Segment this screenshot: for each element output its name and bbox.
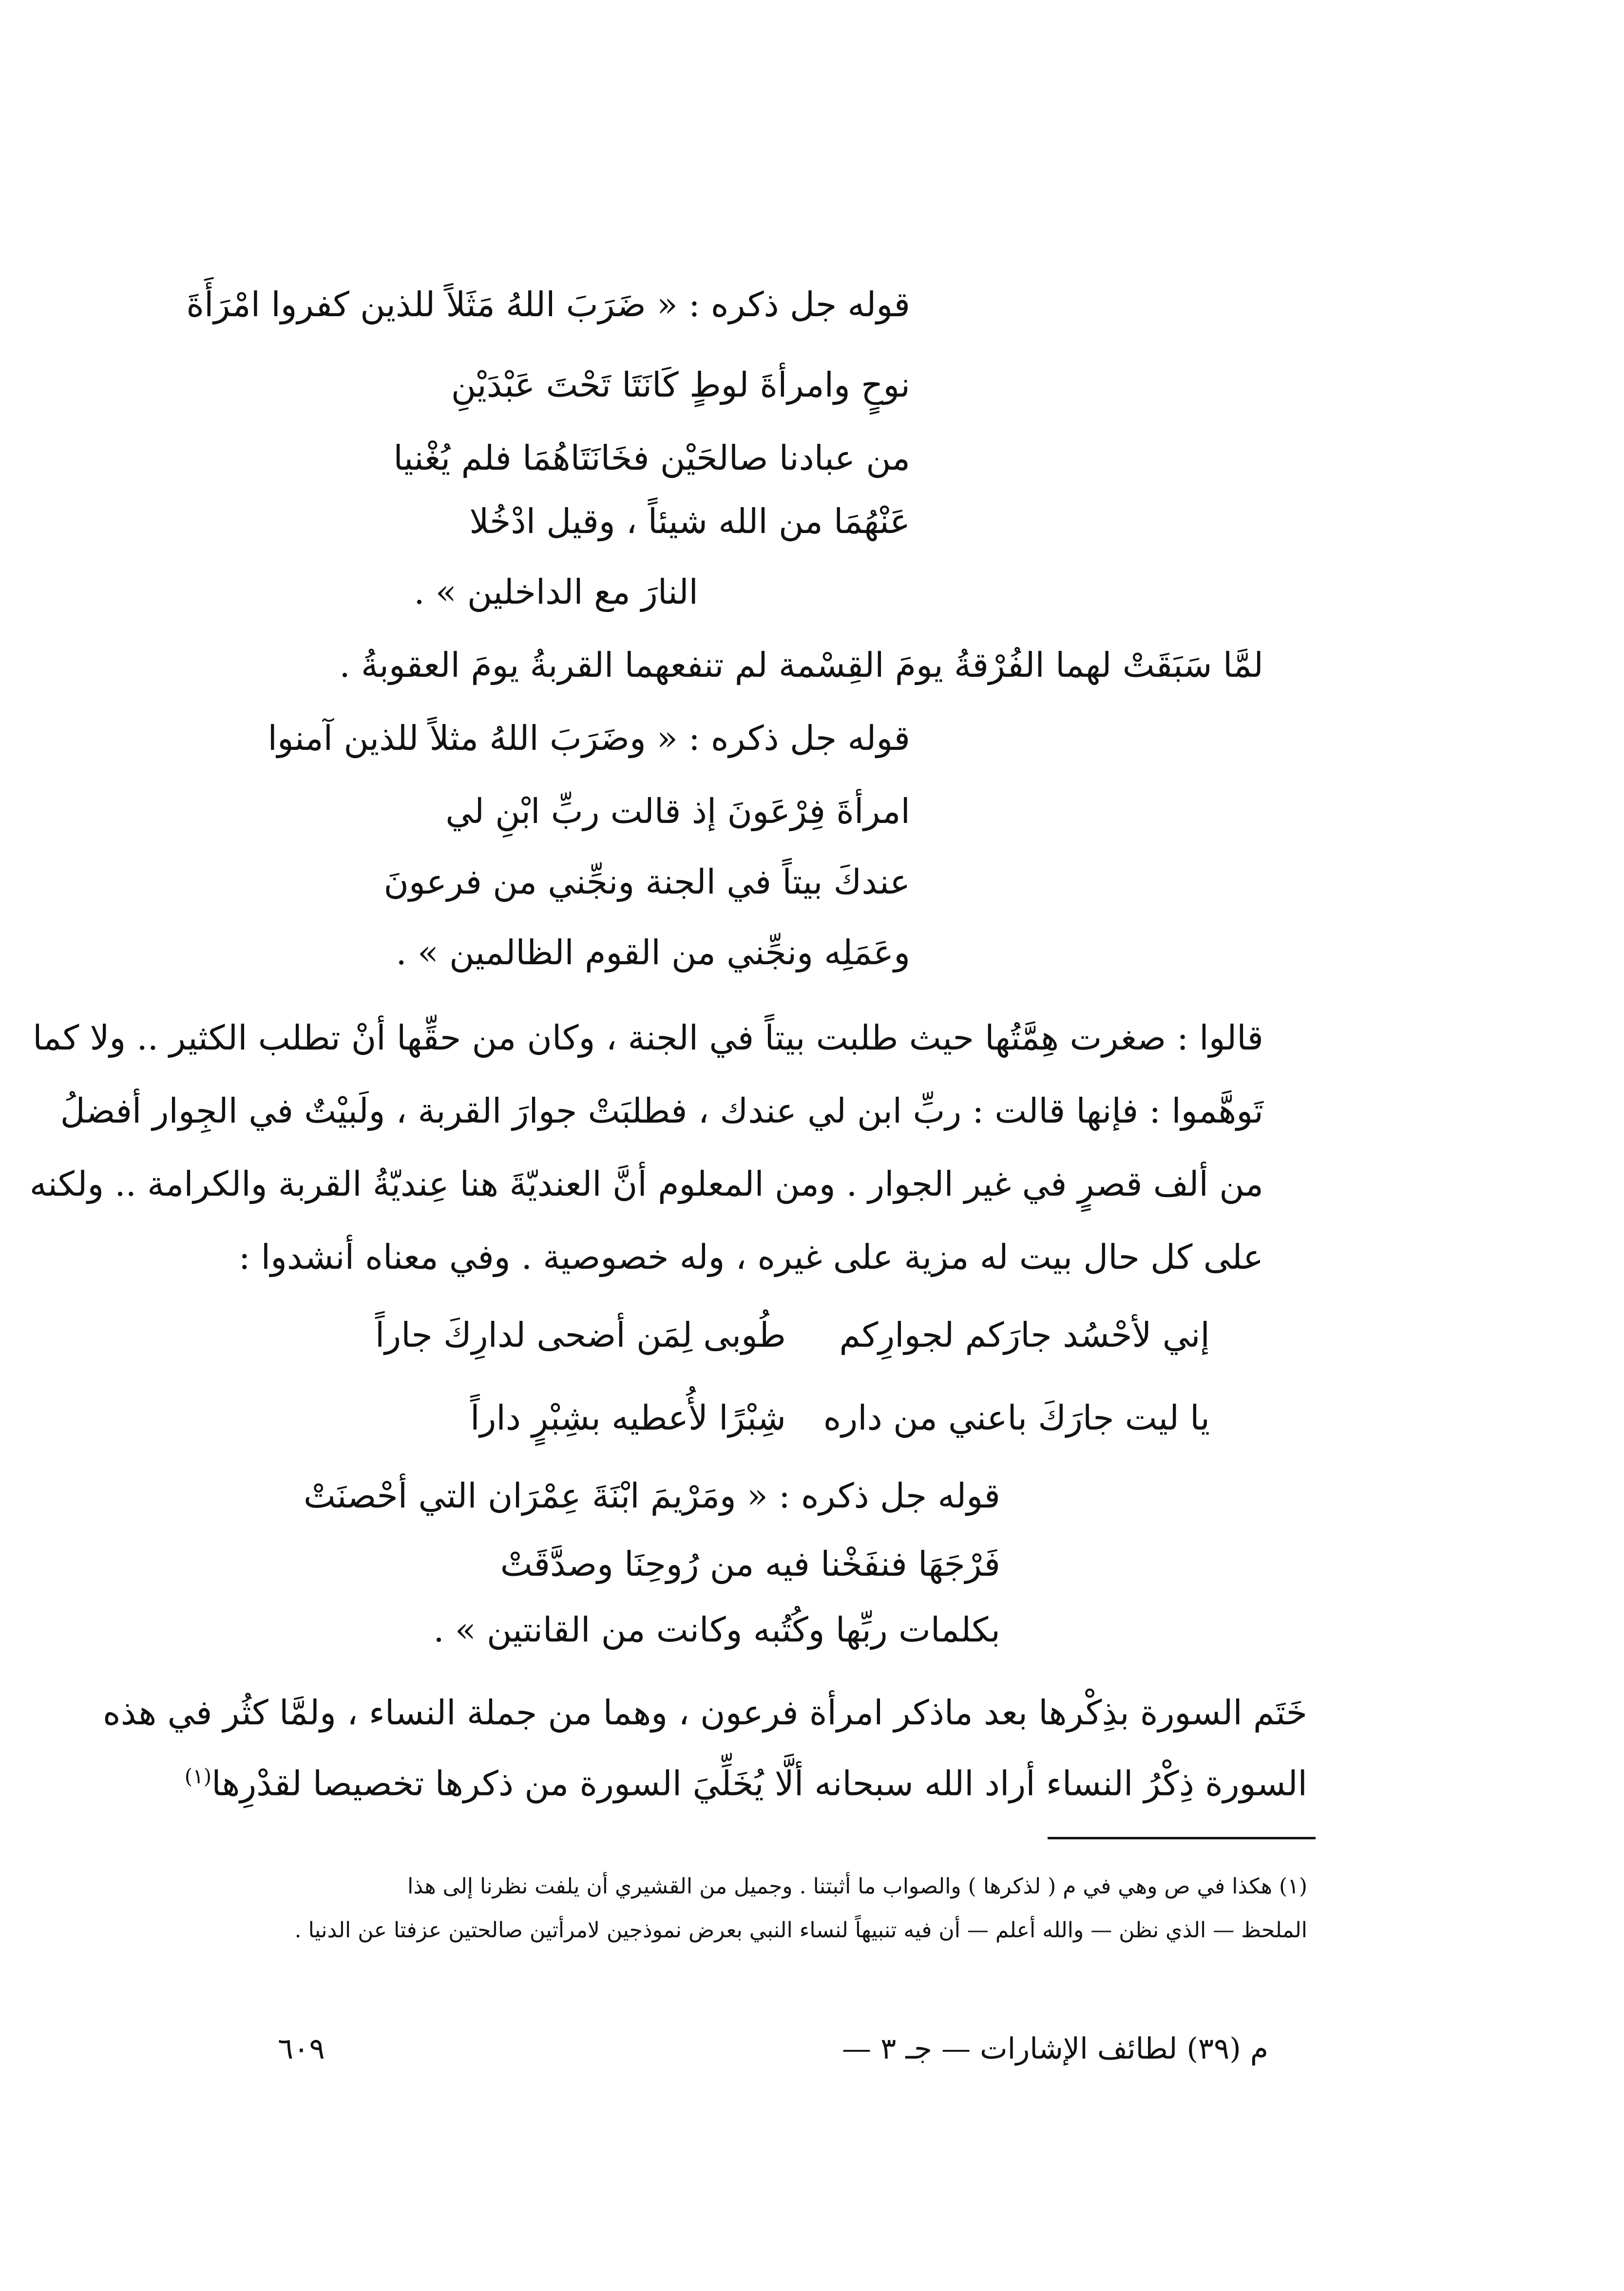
verse-line: قوله جل ذكره : « وضَرَبَ اللهُ مثلاً للذين آمنوا — [267, 718, 910, 758]
paragraph-line: من ألف قصرٍ في غير الجوار . ومن المعلوم أنَّ العنديّةَ هنا عِنديّةُ القربة والكرامة .. ولكنه — [29, 1164, 1263, 1204]
paragraph-line: على كل حال بيت له مزية على غيره ، وله خصوصية . وفي معناه أنشدوا : — [238, 1237, 1263, 1277]
paragraph-text: السورة ذِكْرُ النساء أراد الله سبحانه ألَّا يُخَلِّيَ السورة من ذكرها تخصيصا لقدْرِها — [211, 1763, 1307, 1804]
paragraph-line: تَوهَّموا : فإنها قالت : ربِّ ابن لي عندك ، فطلبَتْ جوارَ القربة ، ولَبيْتٌ في الجِوار أفضلُ — [60, 1091, 1263, 1131]
paragraph-line: قالوا : صغرت هِمَّتُها حيث طلبت بيتاً في الجنة ، وكان من حقِّها أنْ تطلب الكثير .. ولا كما — [33, 1018, 1263, 1058]
verse-line: وعَمَلِه ونجِّني من القوم الظالمين » . — [396, 933, 910, 973]
verse-line: من عبادنا صالحَيْن فخَانَتَاهُمَا فلم يُغْنيا — [393, 438, 910, 478]
poem-hemistich-second: شِبْرًا لأُعطيه بشِبْرٍ داراً — [470, 1398, 786, 1438]
commentary-line: لمَّا سَبَقَتْ لهما الفُرْقةُ يومَ القِسْمة لم تنفعهما القربةُ يومَ العقوبةُ . — [339, 645, 1263, 685]
verse-line: فَرْجَهَا فنفَخْنا فيه من رُوحِنَا وصدَّقَتْ — [500, 1544, 1000, 1584]
poem-hemistich-second: طُوبى لِمَن أضحى لدارِكَ جاراً — [375, 1315, 786, 1355]
footnote-separator — [1048, 1837, 1316, 1839]
footnote-line: الملحظ — الذي نظن — والله أعلم — أن فيه تنبيهاً لنساء النبي بعرض نموذجين لامرأتين صالحتين عزفتا عن الدنيا . — [294, 1918, 1307, 1943]
paragraph-line: خَتَم السورة بذِكْرها بعد ماذكر امرأة فرعون ، وهما من جملة النساء ، ولمَّا كثُر في هذه — [103, 1693, 1307, 1733]
poem-hemistich-first: يا ليت جارَكَ باعني من داره — [823, 1398, 1210, 1438]
footnote-line: (١) هكذا في ص وهي في م ( لذكرها ) والصواب ما أثبتنا . وجميل من القشيري أن يلفت نظرنا إلى هذا — [407, 1874, 1307, 1899]
paragraph-line — [184, 1763, 1307, 1804]
footnote-marker: (١) — [184, 1764, 212, 1788]
verse-line: عَنْهُمَا من الله شيئاً ، وقيل ادْخُلا — [469, 501, 910, 541]
verse-line: قوله جل ذكره : « ومَرْيمَ ابْنَةَ عِمْرَان التي أحْصنَتْ — [303, 1476, 1000, 1516]
footer-signature: م (٣٩) لطائف الإشارات — جـ ٣ — — [841, 2032, 1268, 2066]
verse-line: عندكَ بيتاً في الجنة ونجِّني من فرعونَ — [383, 862, 910, 902]
verse-line: النارَ مع الداخلين » . — [414, 572, 698, 612]
verse-line: بكلمات ربِّها وكُتُبه وكانت من القانتين » . — [433, 1610, 1000, 1650]
poem-hemistich-first: إني لأحْسُد جارَكم لجوارِكم — [839, 1315, 1210, 1355]
verse-line: امرأةَ فِرْعَونَ إذ قالت ربِّ ابْنِ لي — [445, 791, 910, 831]
page-number: ٦٠٩ — [278, 2032, 325, 2066]
verse-line: قوله جل ذكره : « ضَرَبَ اللهُ مَثَلاً للذين كفروا امْرَأَةَ — [186, 285, 910, 325]
verse-line: نوحٍ وامرأةَ لوطٍ كَانَتَا تَحْتَ عَبْدَيْنِ — [451, 365, 910, 405]
